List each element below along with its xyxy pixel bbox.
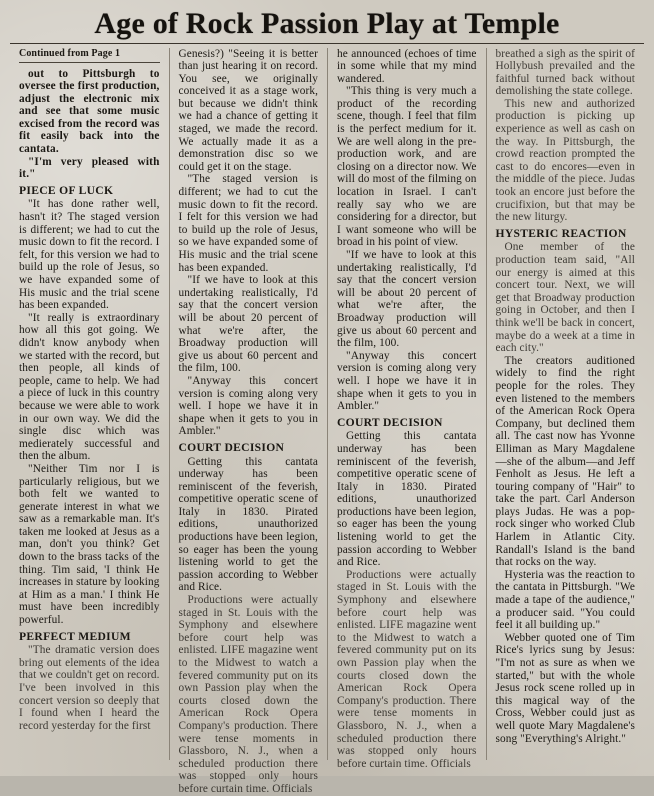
paragraph: The creators auditioned widely to find the right people for the roles. They even listened to the members of the American Rock Opera Company, but declined them all. The cast now has Yvonne Elliman as Mary Magdalene—she of the album—and Jeff Fenholt as Jesus. He left a touring company of "Hair" to take the part. Carl Anderson plays Judas. He was a pop-rock singer who worked Club Harlem in Atlantic City. Randall's Island is the band that rocks on the way.: [495, 354, 635, 569]
section-subhead: COURT DECISION: [337, 415, 443, 429]
column-2-body: [179, 48, 319, 796]
headline-divider: [10, 43, 644, 44]
article-columns: [10, 47, 644, 795]
paragraph: he announced (echoes of time in some while that my mind wandered.: [337, 47, 477, 85]
paragraph: This new and authorized production is picking up experience as well as cash on the way. In Pittsburgh, the crowd reaction prompted the cast to do encores—even in the middle of the piece. Judas took an encore just before the crucifixion, but that may be the new liturgy.: [495, 97, 635, 224]
paragraph: Getting this cantata underway has been reminiscent of the feverish, competitive operatic scene of Italy in 1830. Pirated editions, unauthorized productions have been legion, so eager has been the young listening world to get the passion according to Webber and Rice.: [337, 430, 477, 569]
paragraph: "Neither Tim nor I is particularly religious, but we both felt we wanted to generate interest in what we saw as a remarkable man. It's taken me looked at Jesus as a man, don't you think? Get down to the brass tacks of the thing. Tim said, 'I think He increases in stature by looking at Him as a man.' I think He must have been incredibly powerful.: [19, 462, 160, 627]
paragraph: "If we have to look at this undertaking realistically, I'd say that the concert version will be about 20 percent of what we're after, the Broadway production will give us about 60 percent and the film, 100.: [178, 274, 318, 375]
paragraph: One member of the production team said, "All our energy is aimed at this concert tour. Next, we will get that Broadway production going in October, and then I think we'll be back in concert, maybe do a week at a time in each city.": [495, 241, 635, 355]
column-4-body: [496, 48, 636, 746]
page-title: Age of Rock Passion Play at Temple: [94, 7, 560, 40]
paragraph: "It has done rather well, hasn't it? The staged version is different; we had to cut the music down to fit the record. I felt, for this version we had to build up the role of Jesus, so we have expanded some of His music and the trial scene has been expanded.: [19, 198, 160, 312]
paragraph: "I'm very pleased with it.": [19, 155, 160, 181]
paragraph: Hysteria was the reaction to the cantata in Pittsburgh. "We made a tape of the audience," a producer said. "You could feel it all building up.": [495, 568, 635, 632]
section-subhead: COURT DECISION: [178, 440, 285, 454]
continued-divider: [19, 62, 160, 63]
paragraph: "Anyway this concert version is coming along very well. I hope we have it in shape when it gets to you in Ambler.": [337, 349, 477, 413]
paragraph: breathed a sigh as the spirit of Hollybush prevailed and the faithful turned back without demolishing the state college.: [495, 47, 635, 98]
paragraph: "It really is extraordinary how all this got going. We didn't know anybody when we started with the record, but then people, all kinds of people, came to help. We had a piece of luck in this country because we were able to work in our own way. We did the single disc which was medierately successful and then the album.: [19, 311, 160, 463]
column-1: [10, 48, 169, 760]
column-3-body: [337, 48, 477, 771]
column-2: [169, 47, 328, 795]
paragraph: "The dramatic version does bring out elements of the idea that we couldn't get on record. I've been involved in this concert version so deeply that I found when I heard the record yesterday for the first: [19, 644, 160, 732]
paragraph: "This thing is very much a product of the recording scene, though. I feel that film is the perfect medium for it. We are well along in the pre-production work, and are closing on a director now. We will do most of the filming on location in Israel. I can't really say who we are considering for a director, but I want someone who will be broad in his point of view.: [337, 85, 477, 249]
section-subhead: PERFECT MEDIUM: [19, 629, 131, 643]
section-subhead: HYSTERIC REACTION: [495, 226, 627, 240]
paragraph: Getting this cantata underway has been reminiscent of the feverish, competitive operatic scene of Italy in 1830. Pirated editions, unauthorized productions have been legion, so eager has been the young listening world to get the passion according to Webber and Rice.: [178, 455, 318, 594]
paragraph: "Anyway this concert version is coming along very well. I hope we have it in shape when it gets to you in Ambler.": [178, 374, 318, 438]
continued-from-label: Continued from Page 1: [19, 47, 121, 59]
column-3: [327, 47, 486, 770]
column-4: [486, 48, 645, 760]
section-subhead: PIECE OF LUCK: [19, 183, 114, 197]
paragraph: "If we have to look at this undertaking realistically, I'd say that the concert version will be about 20 percent of what we're after, the Broadway production will give us about 60 percent and the film, 100.: [337, 249, 477, 350]
paragraph: Productions were actually staged in St. Louis with the Symphony and elsewhere before court help was enlisted. LIFE magazine went to the Midwest to watch a fevered community put on its own Passion play when the courts closed down the American Rock Opera Company's production. There were tense moments in Glassboro, N. J., when a scheduled production there was stopped only hours before curtain time. Officials: [178, 594, 318, 795]
paragraph: "The staged version is different; we had to cut the music down to fit the record. I felt for this version we had to build up the role of Jesus, so we have expanded some of His music and the trial scene has been expanded.: [178, 173, 318, 274]
paragraph: Webber quoted one of Tim Rice's lyrics sung by Jesus: "I'm not as sure as when we started," but with the whole Jesus rock scene rolled up in this magical way of the Cross, Webber could just as well quote Mary Magdalene's song "Everything's Alright.": [495, 631, 635, 745]
column-1-body: [19, 68, 160, 733]
paragraph: out to Pittsburgh to oversee the first production, adjust the electronic mix and see that some music excised from the record was fit easily back into the cantata.: [19, 67, 160, 156]
paragraph: Productions were actually staged in St. Louis with the Symphony and elsewhere before court help was enlisted. LIFE magazine went to the Midwest to watch a fevered community put on its own Passion play when the courts closed down the American Rock Opera Company's production. There were tense moments in Glassboro, N. J., when a scheduled production there was stopped only hours before curtain time. Officials: [337, 568, 477, 770]
paragraph: Genesis?) "Seeing it is better than just hearing it on record. You see, we originally conceived it as a stage work, but because we didn't think we had a chance of getting it staged, we made the record. We actually made it as a demonstration disc so we could get it on the stage.: [178, 47, 318, 173]
